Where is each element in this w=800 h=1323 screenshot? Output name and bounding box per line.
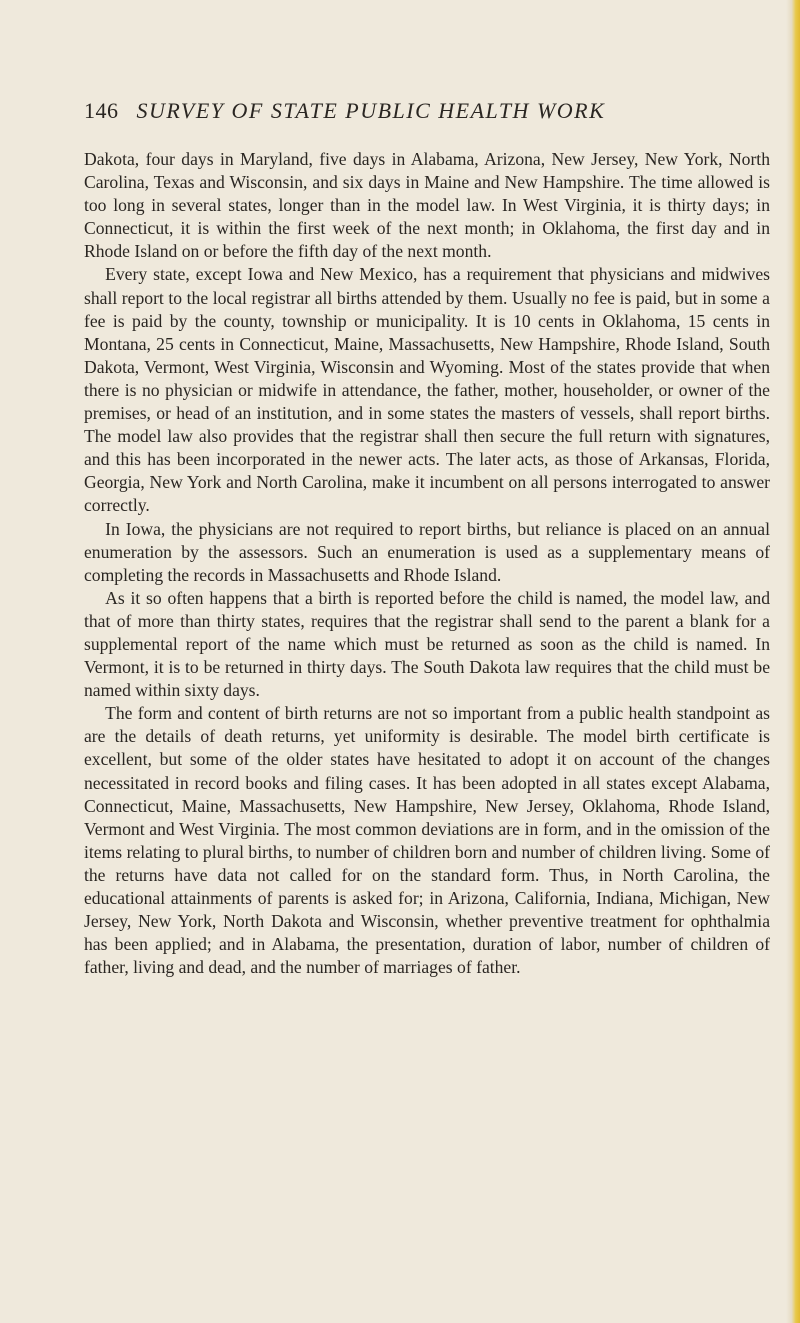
page-number: 146 <box>84 98 119 123</box>
page-header <box>84 98 605 124</box>
paragraph: Dakota, four days in Maryland, five days in Alabama, Arizona, New Jersey, New York, North Carolina, Texas and Wisconsin, and six days in Maine and New Hampshire. The time allowed is too long in several states, longer than in the model law. In West Virginia, it is thirty days; in Connecticut, it is within the first week of the next month; in Oklahoma, the first day and in Rhode Island on or before the fifth day of the next month. <box>84 149 770 262</box>
paragraph: As it so often happens that a birth is reported before the child is named, the model law, and that of more than thirty states, requires that the registrar shall send to the parent a blank for a supplemental report of the name which must be returned as soon as the child is named. In Vermont, it is to be returned in thirty days. The South Dakota law requires that the child must be named within sixty days. <box>84 587 770 701</box>
paragraph: Every state, except Iowa and New Mexico, has a requirement that physicians and midwives shall report to the local registrar all births attended by them. Usually no fee is paid, but in some a fee is paid by the county, township or municipality. It is 10 cents in Oklahoma, 15 cents in Montana, 25 cents in Connecticut, Maine, Massachusetts, New Hampshire, Rhode Island, South Dakota, Vermont, West Virginia, Wisconsin and Wyoming. Most of the states provide that when there is no physician or midwife in attendance, the father, mother, householder, or owner of the premises, or head of an institution, and in some states the masters of vessels, shall report births. The model law also provides that the registrar shall then secure the full return with signatures, and this has been incorporated in the newer acts. The later acts, as those of Arkansas, Florida, Georgia, New York and North Carolina, make it incumbent on all persons interrogated to answer correctly. <box>84 264 770 516</box>
running-title: SURVEY OF STATE PUBLIC HEALTH WORK <box>136 98 606 123</box>
page-edge <box>786 0 800 1323</box>
paragraph: In Iowa, the physicians are not required to report births, but reliance is placed on an annual enumeration by the assessors. Such an enumeration is used as a supplementary means of completing the records in Massachusetts and Rhode Island. <box>84 518 770 585</box>
body-text <box>84 148 770 979</box>
paragraph: The form and content of birth returns are not so important from a public health standpoint as are the details of death returns, yet uniformity is desirable. The model birth certificate is excellent, but some of the older states have hesitated to adopt it on account of the changes necessitated in record books and filing cases. It has been adopted in all states except Alabama, Connecticut, Maine, Massachusetts, New Hampshire, New Jersey, Oklahoma, Rhode Island, Vermont and West Virginia. The most common deviations are in form, and in the omission of the items relating to plural births, to number of children born and number of children living. Some of the returns have data not called for on the standard form. Thus, in North Carolina, the educational attainments of parents is asked for; in Arizona, California, Indiana, Michigan, New Jersey, New York, North Dakota and Wisconsin, whether preventive treatment for ophthalmia has been applied; and in Alabama, the presentation, duration of labor, number of children of father, living and dead, and the number of marriages of father. <box>84 703 770 978</box>
